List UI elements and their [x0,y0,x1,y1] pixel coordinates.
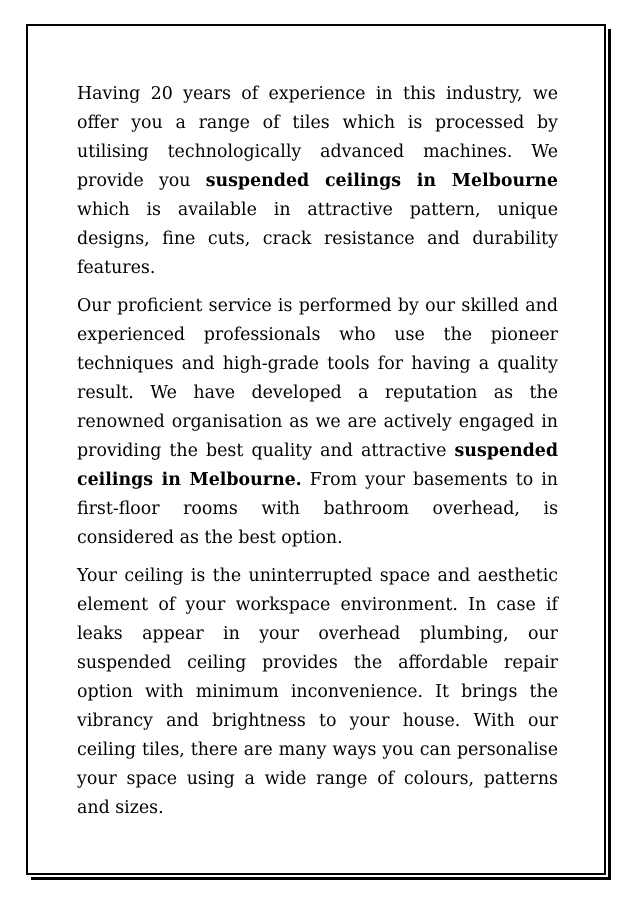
paragraph-service [77,292,558,553]
paragraph-ceiling [77,562,558,823]
keyword-link: suspended ceilings in Melbourne. [77,441,558,490]
paragraph-text: Your ceiling is the uninterrupted space and aesthetic element of your workspace environment. In case if leaks appear in your overhead plumbing, our suspended ceiling provides the affordable repair option with minimum inconvenience. It brings the vibrancy and brightness to your house. With our ceiling tiles, there are many ways you can personalise your space using a wide range of colours, patterns and sizes. [77,566,558,818]
paragraph-text: Having 20 years of experience in this industry, we offer you a range of tiles which is processed by utilising technologically advanced machines. We provide you [77,84,558,191]
paragraph-experience [77,80,558,283]
keyword-link: suspended ceilings in Melbourne [205,171,558,191]
paragraph-text: Our proficient service is performed by our skilled and experienced professionals who use the pioneer techniques and high-grade tools for having a quality result. We have developed a reputation as the renowned organisation as we are actively engaged in providing the best quality and attractive [77,296,558,461]
paragraph-text: From your basements to in first-floor rooms with bathroom overhead, is considered as the best option. [77,470,558,548]
paragraph-text: which is available in attractive pattern, unique designs, fine cuts, crack resistance and durability features. [77,200,558,278]
document-body [77,80,558,832]
